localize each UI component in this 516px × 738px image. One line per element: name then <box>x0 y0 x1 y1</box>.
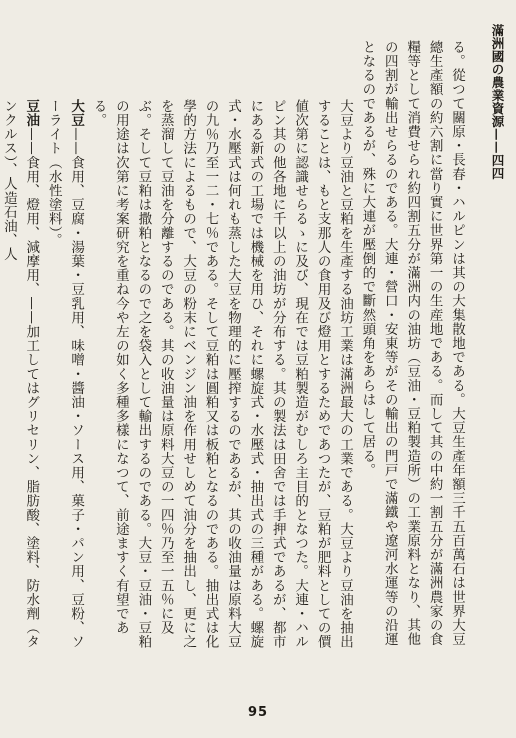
body-text <box>0 40 468 660</box>
page-number: 95 <box>247 705 269 720</box>
uses-text-soybean: ——食用、豆腐・湯葉・豆乳用、味噌・醬油・ソース用、菓子・パン用、豆粉、ソーライト（水性塗料）。 <box>45 99 85 650</box>
uses-list-item <box>42 99 87 660</box>
uses-label-soybean: 大豆 <box>68 99 85 128</box>
uses-label-oil: 豆油 <box>23 99 40 128</box>
running-header: 滿洲國の農業資源——四四 <box>490 24 505 180</box>
paragraph: 大豆より豆油と豆粕を生產する油坊工業は滿洲最大の工業である。大豆より豆油を抽出することは、もと支那人の食用及び燈用とするためであつたが、豆粕が肥料としての價値次第に認識せらるゝに及び、現在では豆粕製造がむしろ主目的となつた。大連・ハルピン其の他各地に千以上の油坊が分布する。其の製法は田舍では手押式であるが、都市にある新式の工場では機械を用ひ、それに螺旋式・水壓式・抽出式の三種がある。螺旋式・水壓式は何れも蒸した大豆を物理的に壓搾するのであるが、其の收油量は原料大豆の九％乃至一二・七％である。そして豆粕は圓粕又は板粕となるのである。抽出式は化學的方法によるもので、大豆の粉末にベンジン油を作用せしめて油分を抽出し、更に之を蒸溜して豆油を分離するのである。其の收油量は原料大豆の一四％乃至一五％に及ぶ。そして豆粕は撒粕となるので之を袋入として輸出するのである。大豆・豆油・豆粕の用途は次第に考案研究を重ね今や左の如く多種多樣になつて、前途ますく有望である。 <box>90 99 353 650</box>
paragraph: る。從つて關原・長春・ハルピンは其の大集散地である。大豆生產年額三千五百萬石は世界大豆總生產額の約六割に當り實に世界第一の生産地である。而して其の中約一割五分が滿洲農家の食糧等として消費せられ約四割五分が滿洲内の油坊（豆油・豆粕製造所）の工業原料となり、其他の四割が輸出せらるのである。大連・營口・安東等がその輸出の門戸で滿鐵や遼河水運等の沿運となるのであるが、殊に大連が壓倒的で斷然頭角をあらはして居る。 <box>359 40 465 647</box>
uses-text-oil: ——食用、燈用、減摩用、——加工してはグリセリン、脂肪酸、塗料、防水劑（タンクルス）、人造石油、人 <box>0 99 40 650</box>
uses-list-item <box>0 99 42 660</box>
